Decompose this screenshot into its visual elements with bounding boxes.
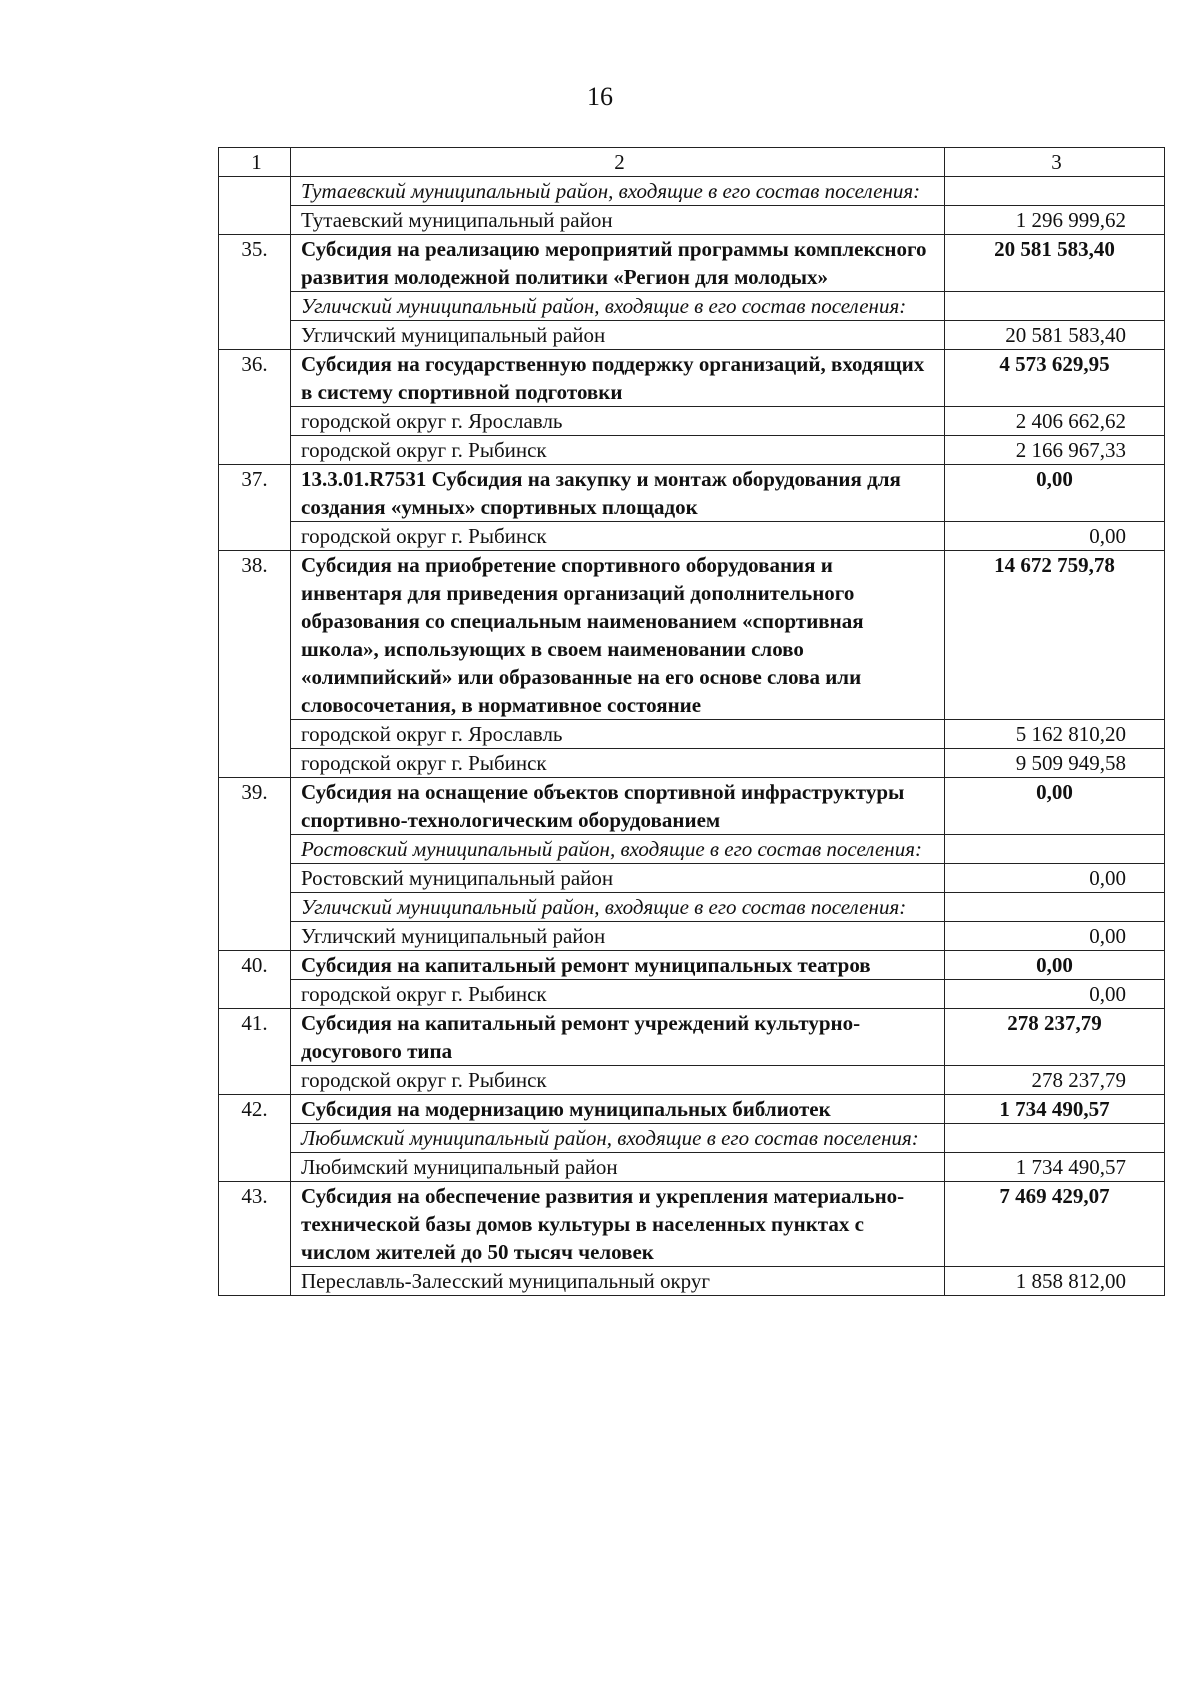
row-amount-cell: 0,00 (945, 864, 1165, 893)
row-number-cell (219, 206, 291, 235)
row-description-cell: городской округ г. Рыбинск (291, 980, 945, 1009)
row-number-cell: 43. (219, 1182, 291, 1267)
row-description-cell: городской округ г. Рыбинск (291, 436, 945, 465)
row-description-cell: Тутаевский муниципальный район (291, 206, 945, 235)
row-amount-cell: 14 672 759,78 (945, 551, 1165, 720)
row-number-cell: 42. (219, 1095, 291, 1124)
row-amount-cell: 0,00 (945, 951, 1165, 980)
row-amount-cell: 278 237,79 (945, 1066, 1165, 1095)
row-number-cell (219, 835, 291, 864)
table-row (219, 893, 1165, 922)
row-number-cell (219, 1267, 291, 1296)
table-row (219, 749, 1165, 778)
row-number-cell (219, 980, 291, 1009)
table-row (219, 522, 1165, 551)
row-number-cell: 38. (219, 551, 291, 720)
row-number-cell: 35. (219, 235, 291, 292)
page-number: 16 (587, 82, 613, 111)
row-description-cell: Субсидия на обеспечение развития и укрепления материально-технической базы домов культуры в населенных пунктах с числом жителей до 50 тысяч человек (291, 1182, 945, 1267)
row-amount-cell: 0,00 (945, 980, 1165, 1009)
row-number-cell (219, 177, 291, 206)
row-amount-cell (945, 893, 1165, 922)
table-row (219, 321, 1165, 350)
row-amount-cell: 0,00 (945, 465, 1165, 522)
row-amount-cell (945, 1124, 1165, 1153)
row-description-cell: Субсидия на капитальный ремонт учреждений культурно-досугового типа (291, 1009, 945, 1066)
row-amount-cell: 20 581 583,40 (945, 235, 1165, 292)
table-row (219, 407, 1165, 436)
row-number-cell (219, 407, 291, 436)
row-description-cell: Ростовский муниципальный район, входящие в его состав поселения: (291, 835, 945, 864)
row-number-cell (219, 292, 291, 321)
table-row (219, 922, 1165, 951)
row-amount-cell: 278 237,79 (945, 1009, 1165, 1066)
row-description-cell: Переславль-Залесский муниципальный округ (291, 1267, 945, 1296)
row-amount-cell: 20 581 583,40 (945, 321, 1165, 350)
row-description-cell: городской округ г. Рыбинск (291, 522, 945, 551)
row-description-cell: Субсидия на капитальный ремонт муниципальных театров (291, 951, 945, 980)
table-row (219, 1182, 1165, 1267)
table-row (219, 1124, 1165, 1153)
row-amount-cell: 9 509 949,58 (945, 749, 1165, 778)
table-row (219, 206, 1165, 235)
row-description-cell: городской округ г. Ярославль (291, 407, 945, 436)
row-number-cell: 39. (219, 778, 291, 835)
row-amount-cell: 2 406 662,62 (945, 407, 1165, 436)
row-number-cell (219, 893, 291, 922)
row-description-cell: Тутаевский муниципальный район, входящие в его состав поселения: (291, 177, 945, 206)
row-description-cell: Угличский муниципальный район, входящие в его состав поселения: (291, 893, 945, 922)
row-number-cell (219, 922, 291, 951)
table-row (219, 235, 1165, 292)
row-amount-cell: 1 296 999,62 (945, 206, 1165, 235)
row-description-cell: Субсидия на оснащение объектов спортивной инфраструктуры спортивно-технологическим оборудованием (291, 778, 945, 835)
row-description-cell: Субсидия на государственную поддержку организаций, входящих в систему спортивной подготовки (291, 350, 945, 407)
row-amount-cell: 1 734 490,57 (945, 1095, 1165, 1124)
table-row (219, 835, 1165, 864)
row-amount-cell (945, 177, 1165, 206)
table-row (219, 465, 1165, 522)
table-row (219, 864, 1165, 893)
row-number-cell (219, 864, 291, 893)
row-amount-cell (945, 835, 1165, 864)
row-description-cell: Ростовский муниципальный район (291, 864, 945, 893)
table-row (219, 292, 1165, 321)
row-description-cell: Любимский муниципальный район, входящие в его состав поселения: (291, 1124, 945, 1153)
row-amount-cell: 7 469 429,07 (945, 1182, 1165, 1267)
row-number-cell: 37. (219, 465, 291, 522)
row-number-cell (219, 1153, 291, 1182)
row-number-cell (219, 720, 291, 749)
row-number-cell: 41. (219, 1009, 291, 1066)
row-description-cell: городской округ г. Ярославль (291, 720, 945, 749)
table-row (219, 951, 1165, 980)
table-row (219, 436, 1165, 465)
row-description-cell: Угличский муниципальный район, входящие в его состав поселения: (291, 292, 945, 321)
table-row (219, 778, 1165, 835)
table-row (219, 720, 1165, 749)
row-description-cell: городской округ г. Рыбинск (291, 749, 945, 778)
row-description-cell: Угличский муниципальный район (291, 321, 945, 350)
header-col-2: 2 (291, 148, 945, 177)
table-row (219, 177, 1165, 206)
table-row (219, 1066, 1165, 1095)
table-row (219, 1267, 1165, 1296)
row-number-cell (219, 749, 291, 778)
table-row (219, 551, 1165, 720)
row-number-cell (219, 1066, 291, 1095)
row-amount-cell: 0,00 (945, 778, 1165, 835)
row-description-cell: Угличский муниципальный район (291, 922, 945, 951)
row-amount-cell: 1 734 490,57 (945, 1153, 1165, 1182)
row-number-cell (219, 522, 291, 551)
row-number-cell (219, 1124, 291, 1153)
row-amount-cell: 0,00 (945, 922, 1165, 951)
table-row (219, 1153, 1165, 1182)
table-row (219, 1009, 1165, 1066)
row-amount-cell: 2 166 967,33 (945, 436, 1165, 465)
header-col-1: 1 (219, 148, 291, 177)
row-description-cell: Субсидия на модернизацию муниципальных библиотек (291, 1095, 945, 1124)
row-description-cell: городской округ г. Рыбинск (291, 1066, 945, 1095)
row-amount-cell: 5 162 810,20 (945, 720, 1165, 749)
row-description-cell: 13.3.01.R7531 Субсидия на закупку и монтаж оборудования для создания «умных» спортивных площадок (291, 465, 945, 522)
subsidy-table (218, 147, 1165, 1296)
row-amount-cell: 1 858 812,00 (945, 1267, 1165, 1296)
row-amount-cell: 0,00 (945, 522, 1165, 551)
row-amount-cell: 4 573 629,95 (945, 350, 1165, 407)
row-description-cell: Любимский муниципальный район (291, 1153, 945, 1182)
row-description-cell: Субсидия на приобретение спортивного оборудования и инвентаря для приведения организаций дополнительного образования со специальным наименованием «спортивная школа», использующих в своем наименовании слово «олимпийский» или образованные на его основе слова или словосочетания, в нормативное состояние (291, 551, 945, 720)
row-amount-cell (945, 292, 1165, 321)
table-row (219, 980, 1165, 1009)
row-description-cell: Субсидия на реализацию мероприятий программы комплексного развития молодежной политики «Регион для молодых» (291, 235, 945, 292)
table-row (219, 350, 1165, 407)
table-row (219, 1095, 1165, 1124)
row-number-cell (219, 321, 291, 350)
row-number-cell: 40. (219, 951, 291, 980)
table-header-row (219, 148, 1165, 177)
row-number-cell (219, 436, 291, 465)
row-number-cell: 36. (219, 350, 291, 407)
header-col-3: 3 (945, 148, 1165, 177)
table-body (219, 177, 1165, 1296)
